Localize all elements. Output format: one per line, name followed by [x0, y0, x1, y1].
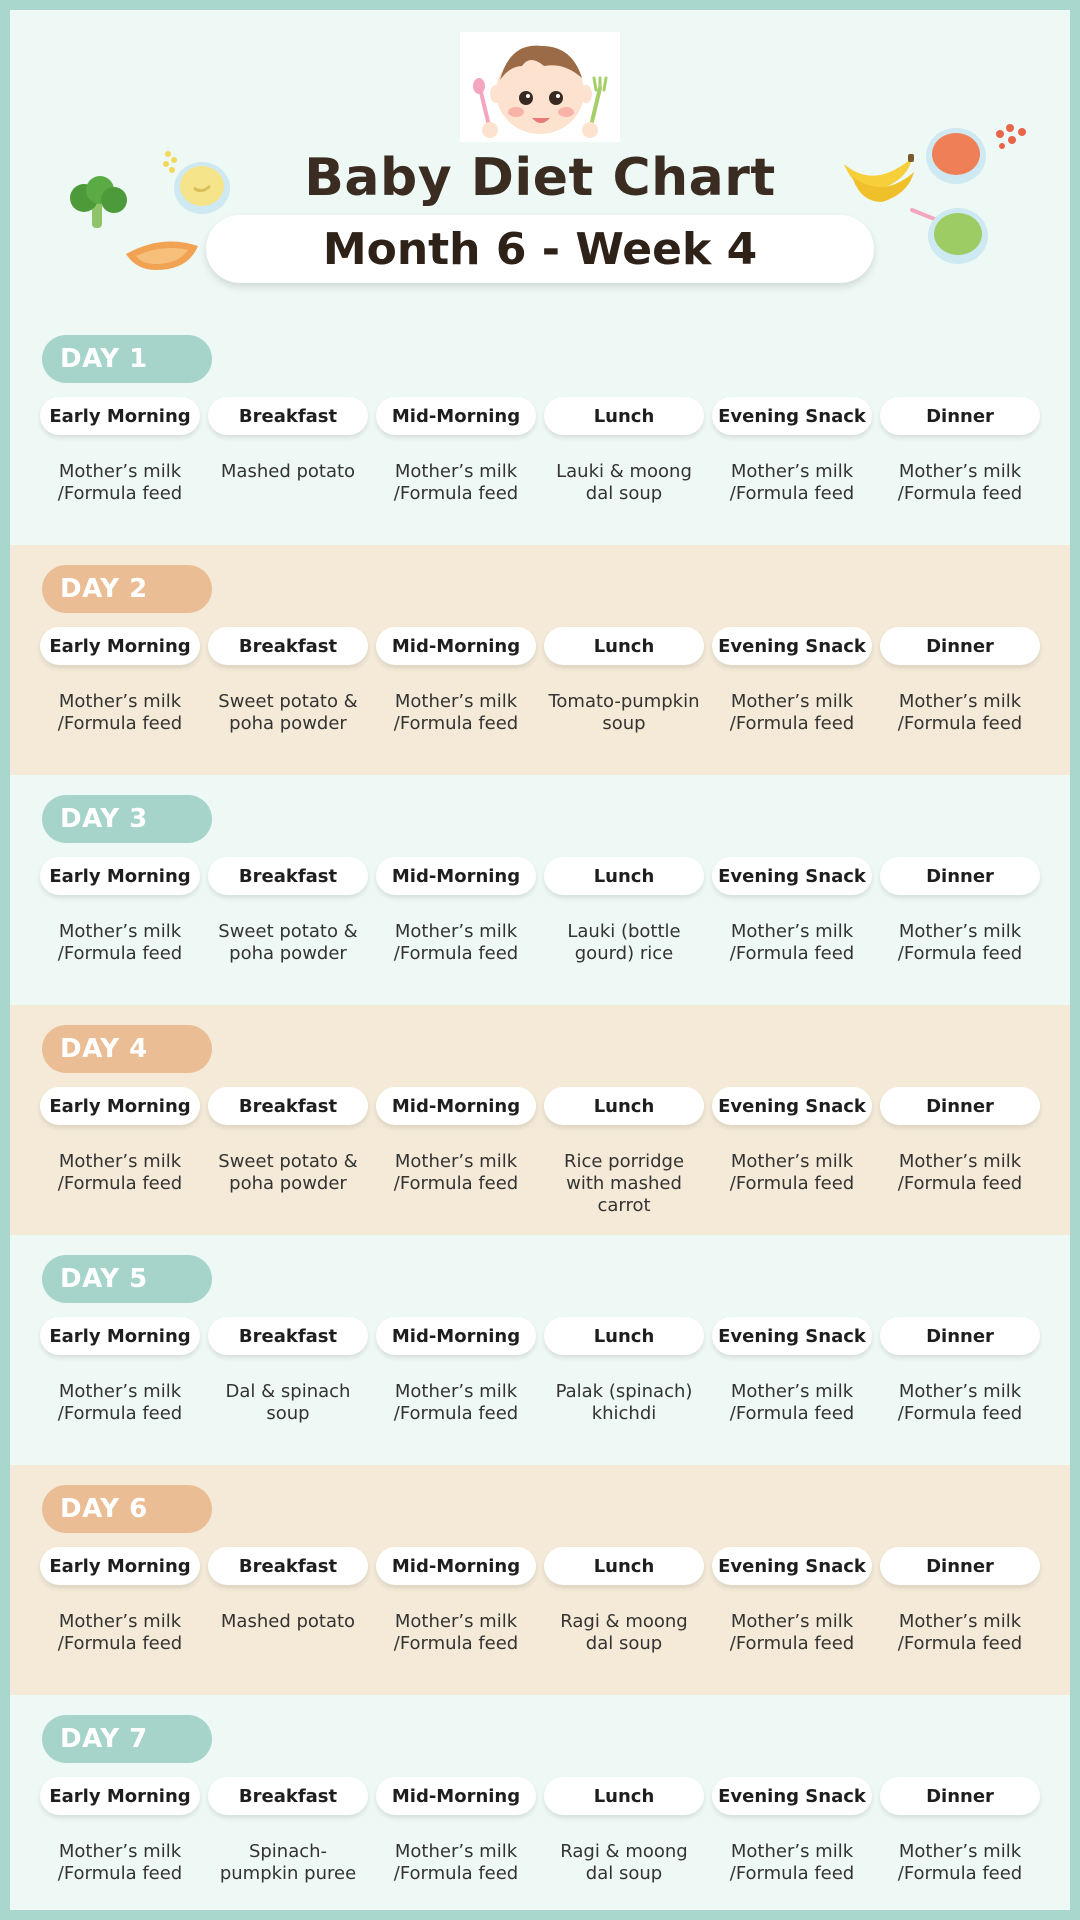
meal-column [208, 397, 368, 505]
meal-label: Breakfast [208, 627, 368, 665]
meal-food: Mother’s milk /Formula feed [393, 461, 519, 504]
meal-column [208, 1317, 368, 1425]
meal-food: Mother’s milk /Formula feed [729, 461, 855, 504]
meal-column [880, 1087, 1040, 1217]
meal-column [40, 1547, 200, 1655]
meal-column [880, 857, 1040, 965]
day-label: DAY 3 [42, 795, 212, 843]
meal-row [40, 627, 1040, 735]
meal-food: Mother’s milk /Formula feed [897, 1611, 1023, 1654]
meal-label: Breakfast [208, 1087, 368, 1125]
meal-row [40, 857, 1040, 965]
day-label: DAY 6 [42, 1485, 212, 1533]
meal-column [544, 1547, 704, 1655]
meal-label: Mid-Morning [376, 1547, 536, 1585]
papaya-icon [122, 230, 202, 276]
meal-food: Sweet potato & poha powder [218, 691, 358, 734]
meal-food: Mother’s milk /Formula feed [57, 461, 183, 504]
meal-label: Evening Snack [712, 397, 872, 435]
meal-label: Breakfast [208, 1317, 368, 1355]
meal-column [712, 627, 872, 735]
meal-label: Early Morning [40, 627, 200, 665]
meal-label: Dinner [880, 627, 1040, 665]
meal-food: Ragi & moong dal soup [560, 1611, 688, 1654]
meal-label: Mid-Morning [376, 1777, 536, 1815]
meal-label: Breakfast [208, 1547, 368, 1585]
pea-puree-bowl-icon [908, 200, 998, 266]
meal-label: Dinner [880, 1547, 1040, 1585]
meal-food: Mother’s milk /Formula feed [393, 1151, 519, 1194]
meal-label: Mid-Morning [376, 1317, 536, 1355]
meal-food: Mother’s milk /Formula feed [57, 1841, 183, 1884]
meal-food: Lauki (bottle gourd) rice [567, 921, 681, 964]
meal-column [712, 857, 872, 965]
meal-label: Early Morning [40, 1547, 200, 1585]
meal-column [712, 397, 872, 505]
meal-food: Mother’s milk /Formula feed [393, 1381, 519, 1424]
meal-label: Dinner [880, 857, 1040, 895]
meal-column [376, 1777, 536, 1885]
meal-food: Rice porridge with mashed carrot [563, 1151, 685, 1216]
meal-column [40, 1777, 200, 1885]
day-label: DAY 7 [42, 1715, 212, 1763]
meal-row [40, 1317, 1040, 1425]
meal-column [208, 857, 368, 965]
meal-food: Sweet potato & poha powder [218, 921, 358, 964]
day-section [10, 1235, 1070, 1465]
meal-label: Mid-Morning [376, 397, 536, 435]
meal-column [40, 627, 200, 735]
meal-food: Mother’s milk /Formula feed [729, 1151, 855, 1194]
meal-column [712, 1087, 872, 1217]
chart-frame [10, 10, 1070, 1910]
meal-label: Early Morning [40, 1317, 200, 1355]
meal-food: Mother’s milk /Formula feed [393, 921, 519, 964]
meal-food: Mashed potato [220, 461, 356, 482]
meal-label: Lunch [544, 397, 704, 435]
meal-column [40, 1087, 200, 1217]
meal-label: Early Morning [40, 1777, 200, 1815]
meal-column [544, 1317, 704, 1425]
meal-column [544, 1087, 704, 1217]
meal-column [376, 1317, 536, 1425]
meal-label: Dinner [880, 1777, 1040, 1815]
meal-row [40, 1777, 1040, 1885]
meal-label: Mid-Morning [376, 1087, 536, 1125]
meal-column [208, 1777, 368, 1885]
meal-label: Breakfast [208, 397, 368, 435]
meal-column [376, 397, 536, 505]
meal-food: Mother’s milk /Formula feed [897, 921, 1023, 964]
meal-column [544, 857, 704, 965]
meal-column [880, 1317, 1040, 1425]
day-section [10, 775, 1070, 1005]
meal-column [712, 1777, 872, 1885]
meal-label: Evening Snack [712, 1547, 872, 1585]
meal-label: Early Morning [40, 1087, 200, 1125]
meal-label: Lunch [544, 1547, 704, 1585]
meal-label: Lunch [544, 1087, 704, 1125]
meal-column [880, 1777, 1040, 1885]
header [10, 10, 1070, 315]
meal-column [376, 627, 536, 735]
meal-row [40, 1547, 1040, 1655]
meal-label: Mid-Morning [376, 857, 536, 895]
meal-column [208, 627, 368, 735]
meal-column [376, 1547, 536, 1655]
meal-food: Mother’s milk /Formula feed [57, 921, 183, 964]
meal-food: Ragi & moong dal soup [560, 1841, 688, 1884]
meal-label: Evening Snack [712, 1317, 872, 1355]
meal-label: Early Morning [40, 397, 200, 435]
meal-column [880, 397, 1040, 505]
meal-row [40, 397, 1040, 505]
meal-column [544, 627, 704, 735]
meal-food: Palak (spinach) khichdi [555, 1381, 693, 1424]
meal-food: Mother’s milk /Formula feed [393, 1841, 519, 1884]
meal-food: Mother’s milk /Formula feed [57, 1151, 183, 1194]
meal-column [712, 1317, 872, 1425]
meal-label: Dinner [880, 397, 1040, 435]
meal-column [40, 397, 200, 505]
meal-food: Mother’s milk /Formula feed [729, 1841, 855, 1884]
meal-label: Lunch [544, 1317, 704, 1355]
meal-food: Mother’s milk /Formula feed [897, 1841, 1023, 1884]
day-label: DAY 1 [42, 335, 212, 383]
meal-food: Mother’s milk /Formula feed [729, 691, 855, 734]
meal-label: Breakfast [208, 1777, 368, 1815]
meal-label: Early Morning [40, 857, 200, 895]
meal-food: Mother’s milk /Formula feed [897, 1151, 1023, 1194]
meal-column [40, 857, 200, 965]
meal-label: Lunch [544, 627, 704, 665]
baby-face-icon [460, 32, 620, 142]
meal-label: Dinner [880, 1087, 1040, 1125]
meal-column [880, 1547, 1040, 1655]
meal-label: Dinner [880, 1317, 1040, 1355]
week-subtitle: Month 6 - Week 4 [206, 215, 874, 283]
meal-label: Evening Snack [712, 857, 872, 895]
meal-column [712, 1547, 872, 1655]
meal-column [40, 1317, 200, 1425]
meal-food: Tomato-pumpkin soup [548, 691, 700, 734]
meal-food: Mother’s milk /Formula feed [729, 1611, 855, 1654]
meal-food: Lauki & moong dal soup [556, 461, 692, 504]
page-title: Baby Diet Chart [304, 148, 776, 208]
meal-label: Breakfast [208, 857, 368, 895]
meal-label: Evening Snack [712, 1087, 872, 1125]
meal-food: Dal & spinach soup [225, 1381, 351, 1424]
meal-food: Spinach-pumpkin puree [219, 1841, 357, 1884]
day-section [10, 545, 1070, 775]
meal-label: Evening Snack [712, 627, 872, 665]
day-section [10, 1695, 1070, 1910]
day-section [10, 1465, 1070, 1695]
meal-food: Mother’s milk /Formula feed [897, 1381, 1023, 1424]
meal-food: Mashed potato [220, 1611, 356, 1632]
meal-column [208, 1547, 368, 1655]
day-label: DAY 2 [42, 565, 212, 613]
meal-label: Lunch [544, 857, 704, 895]
meal-food: Sweet potato & poha powder [218, 1151, 358, 1194]
meal-column [376, 857, 536, 965]
meal-food: Mother’s milk /Formula feed [897, 691, 1023, 734]
meal-food: Mother’s milk /Formula feed [57, 691, 183, 734]
day-section [10, 315, 1070, 545]
meal-column [544, 1777, 704, 1885]
meal-food: Mother’s milk /Formula feed [57, 1611, 183, 1654]
day-section [10, 1005, 1070, 1235]
day-label: DAY 5 [42, 1255, 212, 1303]
meal-label: Lunch [544, 1777, 704, 1815]
meal-column [880, 627, 1040, 735]
meal-label: Evening Snack [712, 1777, 872, 1815]
meal-label: Mid-Morning [376, 627, 536, 665]
meal-food: Mother’s milk /Formula feed [57, 1381, 183, 1424]
meal-column [208, 1087, 368, 1217]
meal-food: Mother’s milk /Formula feed [897, 461, 1023, 504]
day-label: DAY 4 [42, 1025, 212, 1073]
meal-food: Mother’s milk /Formula feed [729, 921, 855, 964]
meal-food: Mother’s milk /Formula feed [393, 691, 519, 734]
meal-row [40, 1087, 1040, 1217]
meal-column [376, 1087, 536, 1217]
meal-food: Mother’s milk /Formula feed [393, 1611, 519, 1654]
meal-food: Mother’s milk /Formula feed [729, 1381, 855, 1424]
meal-column [544, 397, 704, 505]
